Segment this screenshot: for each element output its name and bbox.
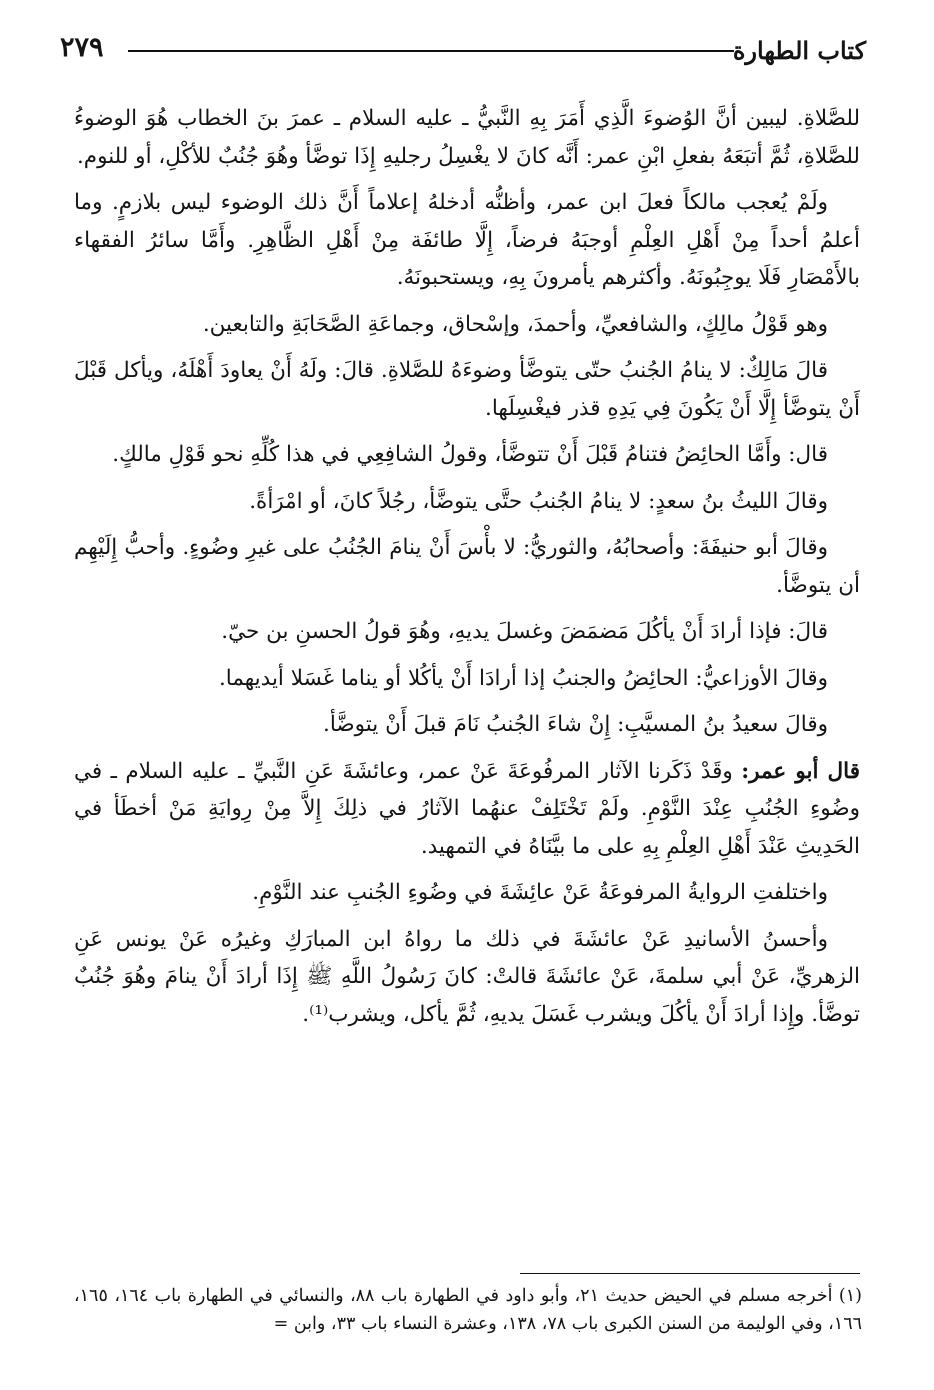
main-text: [74, 100, 860, 1042]
paragraph-7: وقالَ أبو حنيفَةَ: وأصحابُهُ، والثوريُّ: لا بأْسَ أَنْ ينامَ الجُنُبُ على غيرِ وضُوءٍ. وأحبُّ إِلَيْهِم أن يتوضَّأ.: [74, 535, 860, 598]
page-number: ٢٧٩: [60, 32, 104, 63]
paragraph-8: قالَ: فإذا أرادَ أَنْ يأكُلَ مَضمَضَ وغسلَ يديهِ، وهُوَ قولُ الحسنِ بن حيّ.: [221, 619, 828, 644]
paragraph-12: واختلفتِ الروايةُ المرفوعَةُ عَنْ عائِشَةَ في وضُوءِ الجُنبِ عند النَّوْمِ.: [252, 880, 828, 905]
footnote-rule: [520, 1273, 860, 1274]
chapter-title: كتاب الطهارة: [732, 36, 866, 65]
paragraph-9: وقالَ الأوزاعيُّ: الحائِضُ والجنبُ إذا أرادَا أَنْ يأكُلا أو يناما غَسَلا أيديهما.: [218, 665, 828, 691]
paragraph-2: ولَمْ يُعجب مالكاً فعلَ ابن عمر، وأظنُّه أدخلهُ إعلاماً أَنَّ ذلك الوضوء ليس بلازمٍ. وما أعلمُ أحداً مِنْ أَهْلِ العِلْمِ أوجبَهُ فرضاً، إِلَّا طائفَة مِنْ أَهْلِ الظَّاهِرِ. وأَمَّا سائرُ الفقهاء بالأَمْصَارِ فَلَا يوجِبُونَهُ. وأكثرهم يأمرونَ بِهِ، ويستحبونَهُ.: [74, 190, 860, 290]
footnote: (١) أخرجه مسلم في الحيض حديث ٢١، وأبو داود في الطهارة باب ٨٨، والنسائي في الطهارة باب ١٦٤، ١٦٥، ١٦٦، وفي الوليمة من السنن الكبرى باب ٧٨، ١٣٨، وعشرة النساء باب ٣٣، وابن =: [74, 1286, 862, 1334]
paragraph-11: قال أبو عمر: وقَدْ ذَكَرنا الآثار المرفُوعَةَ عَنْ عمر، وعائشَةَ عَنِ النَّبيِّ ـ عليه السلام ـ في وضُوءِ الجُنُبِ عِنْدَ النَّوْمِ. ولَمْ تَخْتَلِفْ عنهُما الآثارُ في ذلِكَ إِلاَّ مِنْ رِوايَةِ مَنْ أخطَأ في الحَدِيثِ عَنْدَ أَهْلِ العِلْمِ بِهِ على ما بيَّنَاهُ في التمهيد.: [74, 758, 860, 859]
paragraph-13: وأحسنُ الأسانيدِ عَنْ عائشَةَ في ذلك ما رواهُ ابن المبارَكِ وغيرُه عَنْ يونس عَنِ الزهريِّ، عَنْ أبي سلمةَ، عَنْ عائشَةَ قالتْ: كانَ رَسُولُ اللَّهِ ﷺ إِذَا أرادَ أَنْ ينامَ وهُوَ جُنُبٌ توضَّأ. وإِذا أرادَ أَنْ يأكُلَ ويشرب غَسَلَ يديهِ، ثُمَّ يأكل، ويشرب⁽¹⁾.: [74, 926, 860, 1027]
paragraph-5: قال: وأَمَّا الحائِضُ فتنامُ قَبْلَ أَنْ تتوضَّأ، وقولُ الشافِعِي في هذا كُلِّهِ نحو قَوْلِ مالكٍ.: [112, 442, 828, 467]
paragraph-lead: قال أبو عمر:: [741, 758, 860, 784]
paragraph-6: وقالَ الليثُ بنُ سعدٍ: لا ينامُ الجُنبُ حتَّى يتوضَّأ، رجُلاً كانَ، أو امْرَأةً.: [249, 488, 828, 514]
page-header: [60, 28, 866, 68]
paragraph-1: للصَّلاةِ. ليبين أنَّ الوُضوءَ الَّذِي أَمَرَ بِهِ النَّبيُّ ـ عليه السلام ـ عمرَ بنَ الخطاب هُوَ الوضوءُ للصَّلاةِ، ثُمَّ أتبَعَهُ بفعلِ ابْنِ عمر: أَنَّه كانَ لا يغْسِلُ رجليهِ إِذَا توضَّأ وهُوَ جُنُبٌ للأكْلِ، أو للنوم.: [74, 106, 860, 169]
header-rule: [128, 50, 734, 52]
paragraph-3: وهو قَوْلُ مالِكٍ، والشافعيِّ، وأحمدَ، وإسْحاق، وجماعَةِ الصَّحَابَةِ والتابعين.: [202, 311, 828, 337]
paragraph-4: قالَ مَالِكٌ: لا ينامُ الجُنبُ حتّى يتوضَّأ وضوءَهُ للصَّلاةِ. قالَ: ولَهُ أَنْ يعاودَ أَهْلَهُ، ويأكل قَبْلَ أَنْ يتوضَّأ إِلَّا أَنْ يَكُونَ فِي يَدِهِ قذر فيغْسِلَها.: [74, 358, 860, 421]
paragraph-10: وقالَ سعيدُ بنُ المسيَّبِ: إِنْ شاءَ الجُنبُ نَامَ قبلَ أَنْ يتوضَّأ.: [323, 712, 828, 737]
